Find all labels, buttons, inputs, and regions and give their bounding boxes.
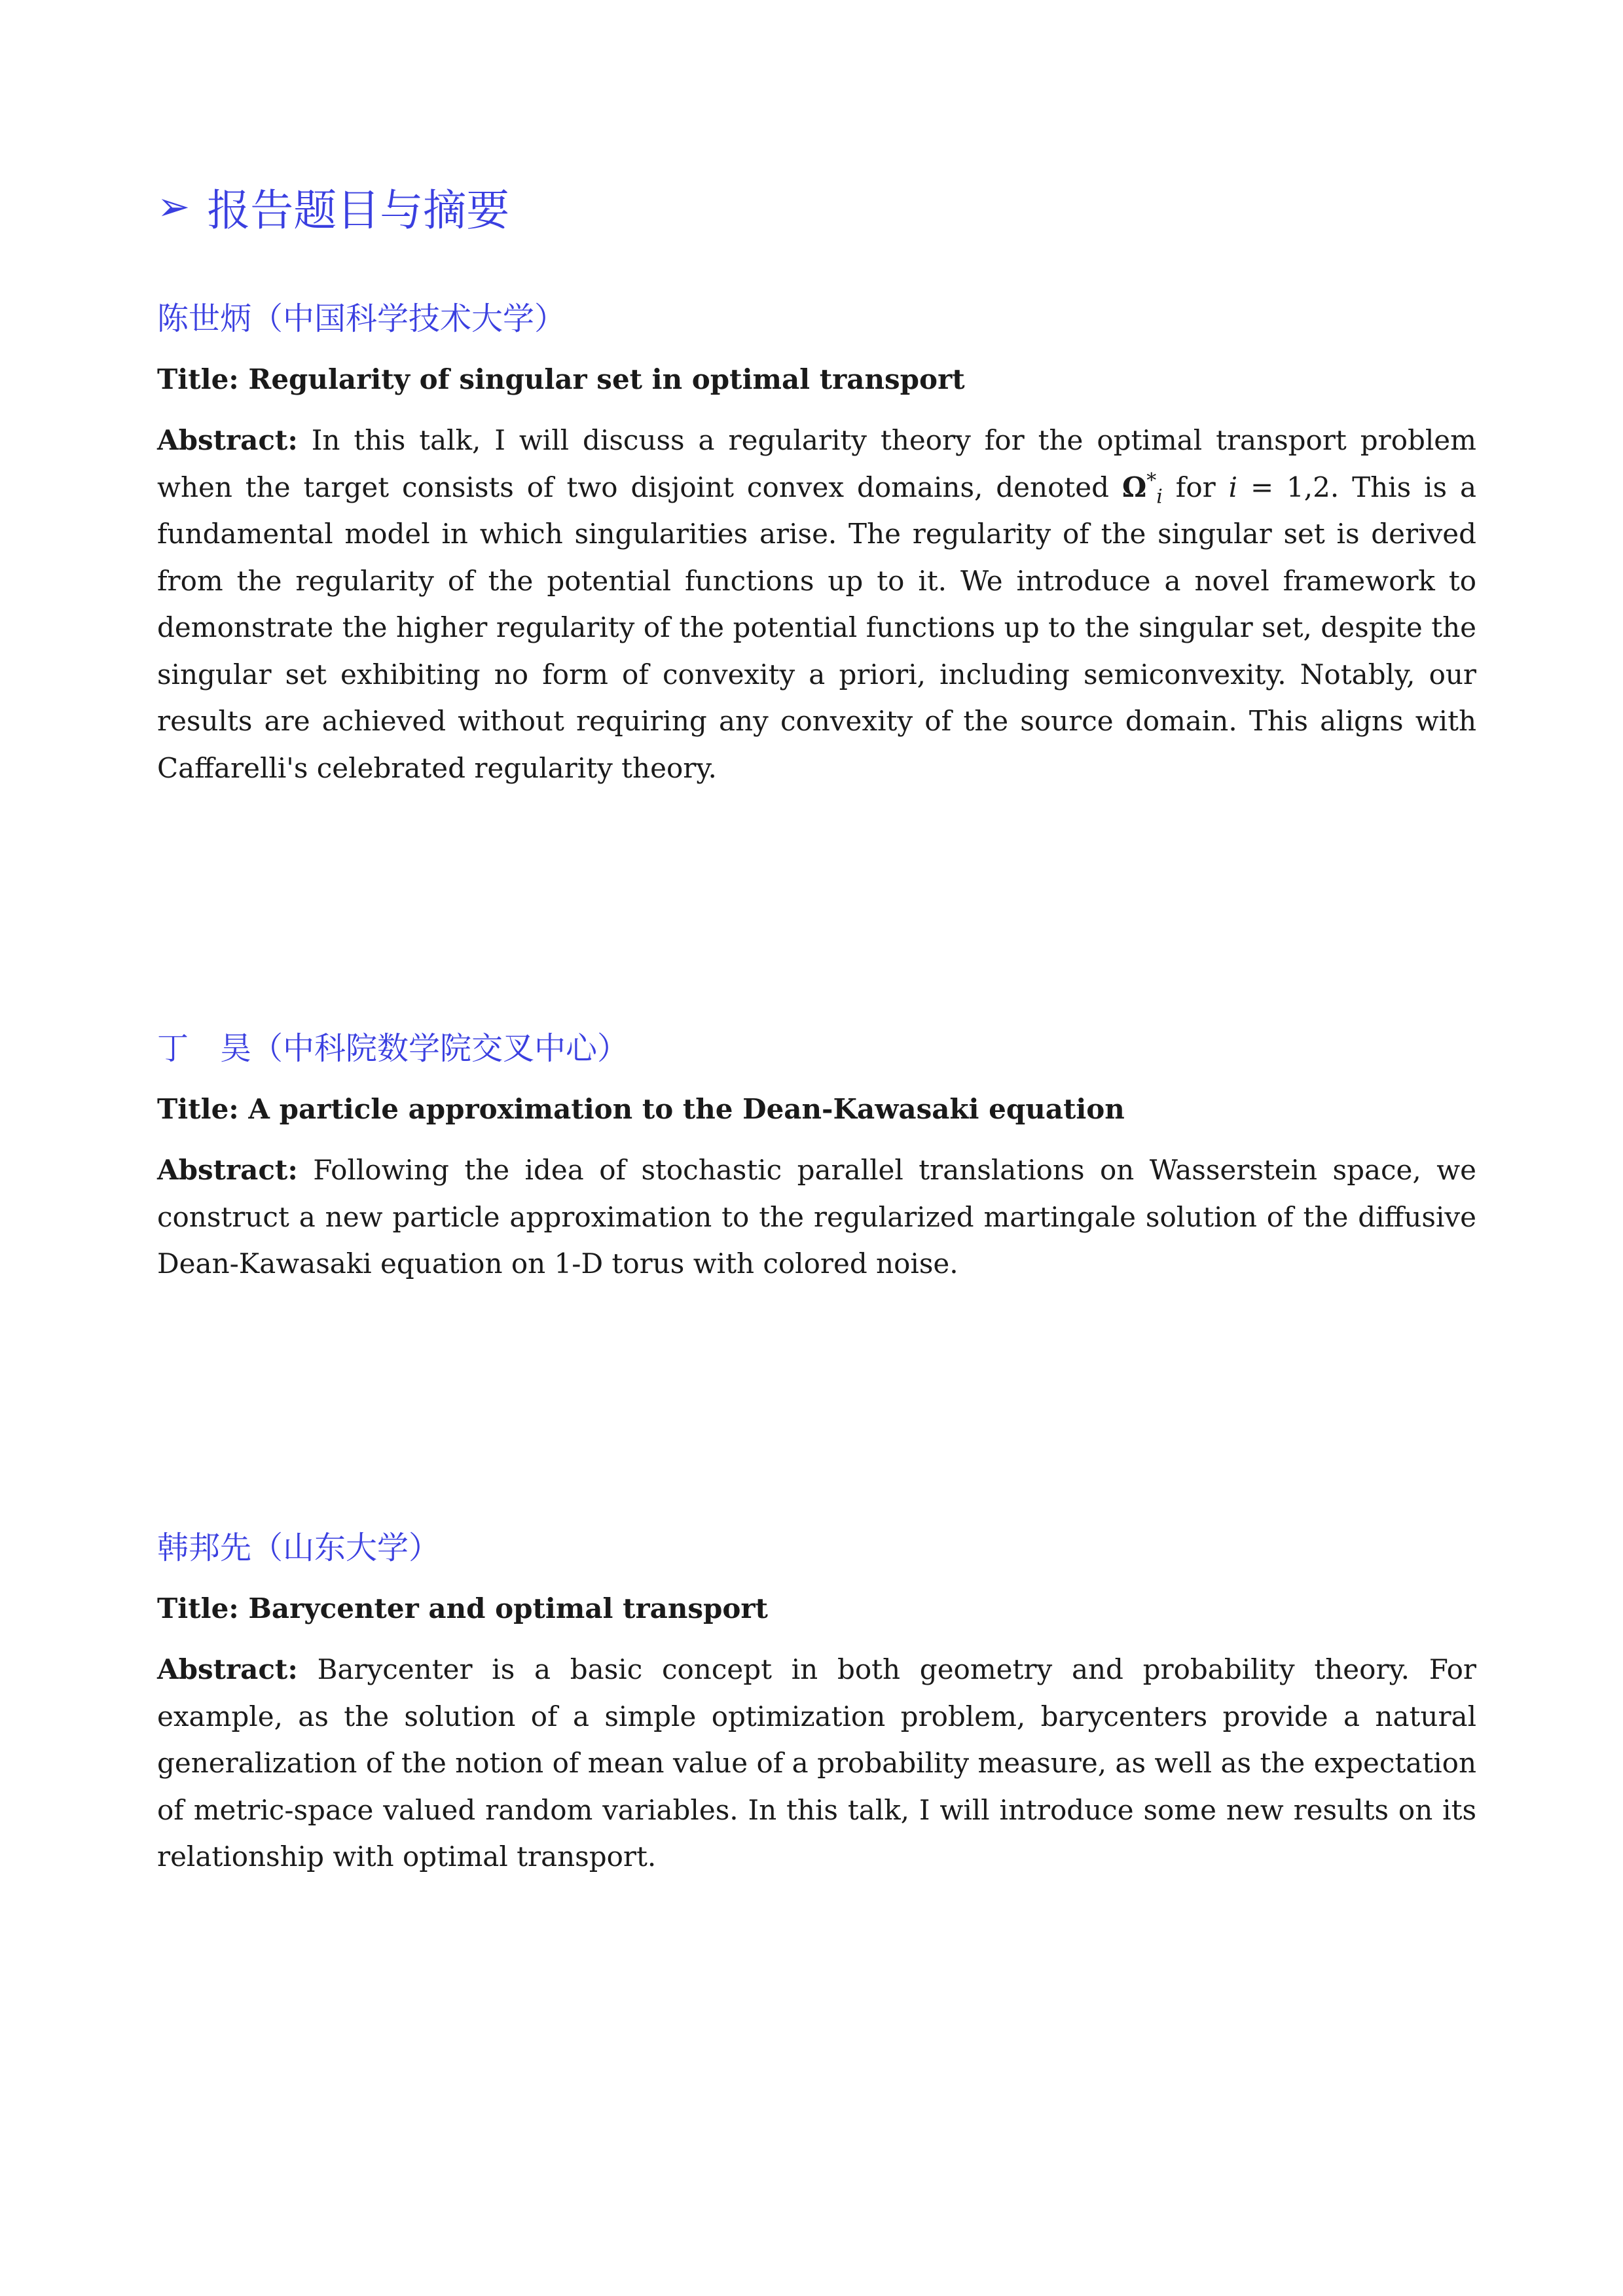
speaker-name: 陈世炳（中国科学技术大学） <box>157 300 566 337</box>
math-omega: Ω <box>1122 471 1147 503</box>
arrow-bullet-icon: ➢ <box>157 183 191 230</box>
talk-entry <box>157 298 1476 791</box>
abstract-label: Abstract: <box>157 1653 298 1685</box>
abstract-text-part1: In this talk, I will discuss a regularity theory for the optimal transport problem when the target consists of two disjoint convex domains, denoted <box>157 424 1476 503</box>
abstract-label: Abstract: <box>157 1154 298 1186</box>
abstract-paragraph <box>157 1646 1476 1880</box>
section-heading <box>157 175 509 238</box>
math-subscript-var: i <box>1156 484 1163 508</box>
title-text: A particle approximation to the Dean-Kawasaki equation <box>248 1093 1125 1125</box>
title-text: Barycenter and optimal transport <box>248 1592 768 1624</box>
speaker-name: 韩邦先（山东大学） <box>157 1530 441 1566</box>
document-page <box>157 0 1476 2296</box>
speaker-name: 丁 昊（中科院数学院交叉中心） <box>157 1030 629 1067</box>
abstract-paragraph <box>157 417 1476 791</box>
abstract-text: Following the idea of stochastic parallel translations on Wasserstein space, we construct a new particle approximation to the regularized martingale solution of the diffusive Dean-Kawasaki equation on 1-D torus with colored noise. <box>157 1154 1476 1280</box>
math-omega-symbol <box>1122 469 1163 508</box>
abstract-label: Abstract: <box>157 424 298 456</box>
title-label: Title: <box>157 363 239 395</box>
talk-title <box>157 359 1476 400</box>
talk-entry <box>157 1527 1476 1880</box>
abstract-paragraph <box>157 1147 1476 1287</box>
talk-title <box>157 1588 1476 1629</box>
math-index-equation <box>1229 471 1330 503</box>
title-label: Title: <box>157 1592 239 1624</box>
abstract-for-word: for <box>1175 471 1216 503</box>
title-label: Title: <box>157 1093 239 1125</box>
math-subscript <box>1156 485 1163 508</box>
abstract-text-part2: . This is a fundamental model in which singularities arise. The regularity of the singular set is derived from the regularity of the potential functions up to it. We introduce a novel framework to demonstrate the higher regularity of the potential functions up to the singular set, despite the singular set exhibiting no form of convexity a priori, including semiconvexity. Notably, our results are achieved without requiring any convexity of the source domain. This aligns with Caffarelli's celebrated regularity theory. <box>157 471 1476 784</box>
abstract-text: Barycenter is a basic concept in both geometry and probability theory. For example, as the solution of a simple optimization problem, barycenters provide a natural generalization of the notion of mean value of a probability measure, as well as the expectation of metric-space valued random variables. In this talk, I will introduce some new results on its relationship with optimal transport. <box>157 1653 1476 1873</box>
math-superscript: * <box>1146 469 1157 492</box>
section-heading-text: 报告题目与摘要 <box>207 185 510 236</box>
talk-entry <box>157 1028 1476 1287</box>
title-text: Regularity of singular set in optimal transport <box>248 363 965 395</box>
talk-title <box>157 1089 1476 1130</box>
math-index-values: = 1,2 <box>1237 471 1330 503</box>
math-index-var: i <box>1228 471 1238 503</box>
